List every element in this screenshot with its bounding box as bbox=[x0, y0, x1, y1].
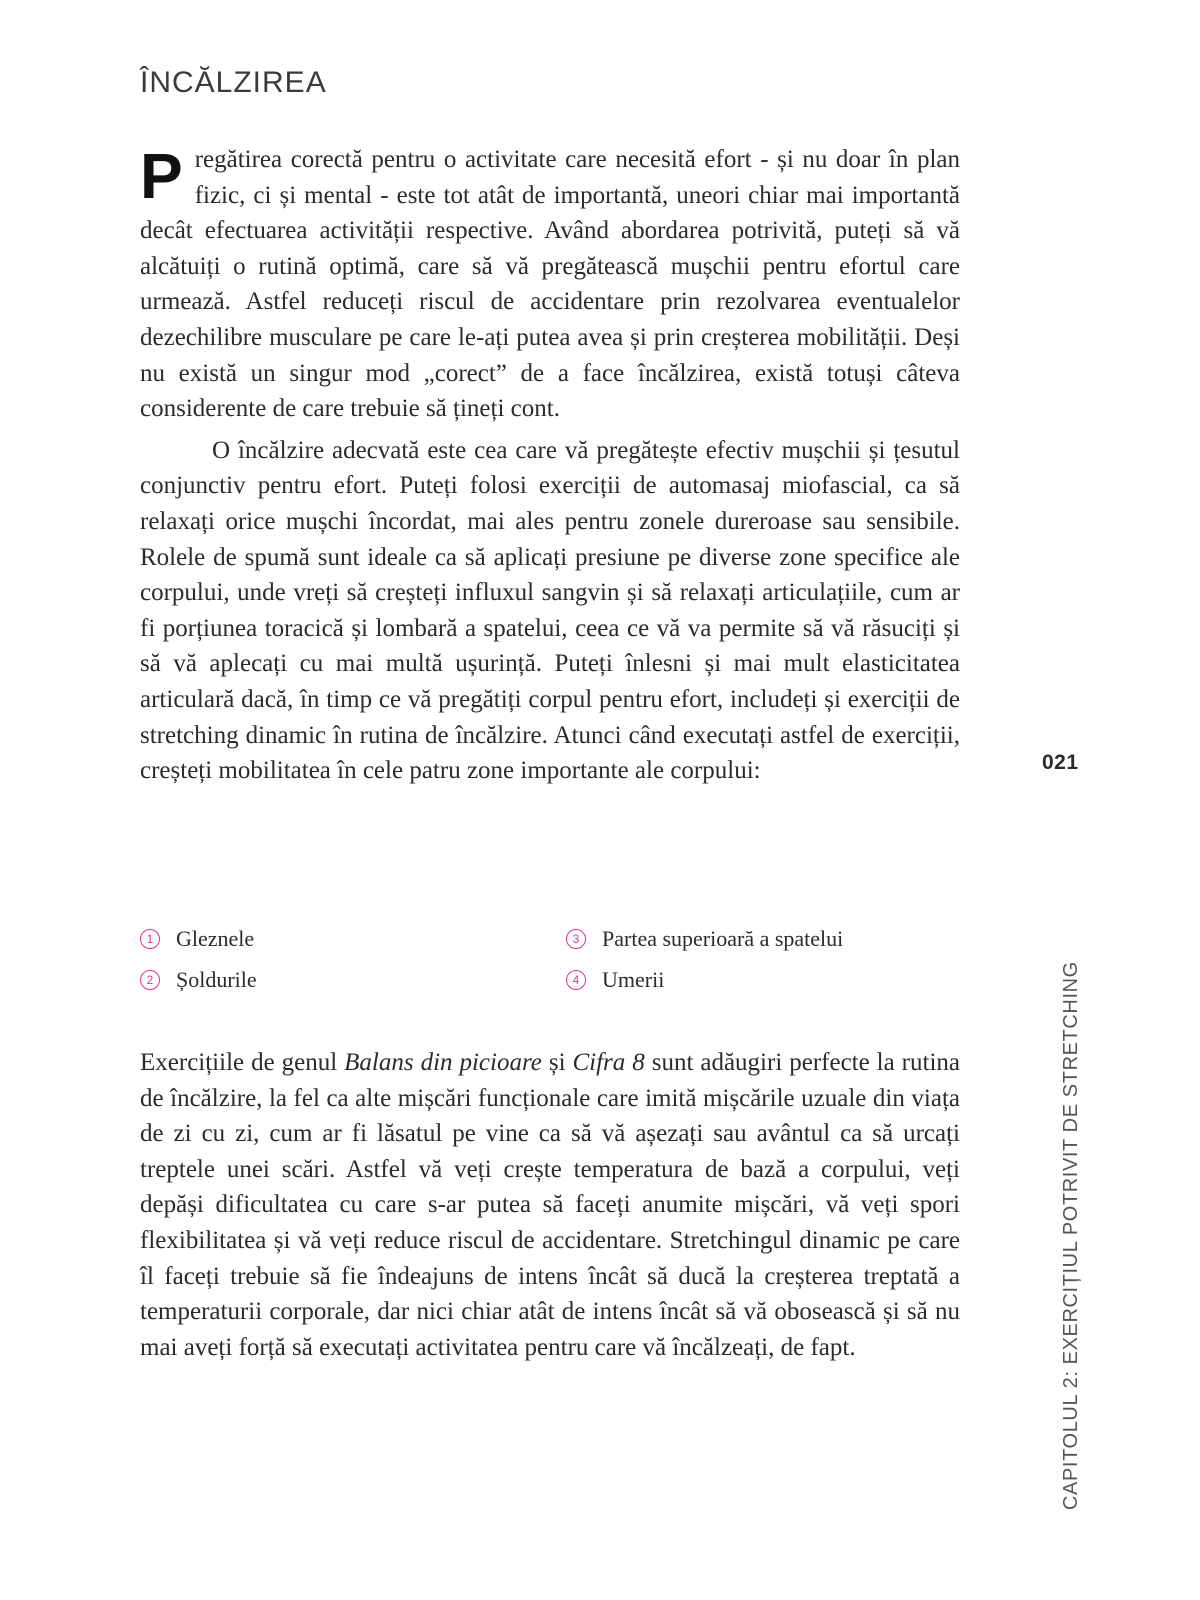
paragraph-exercises-start: Exercițiile de genul bbox=[140, 1049, 345, 1076]
circled-number-icon: 2 bbox=[140, 970, 160, 990]
circled-number-icon: 1 bbox=[140, 929, 160, 949]
circled-number-icon: 3 bbox=[566, 929, 586, 949]
list-item bbox=[140, 925, 566, 952]
list-item-label: Umerii bbox=[602, 967, 665, 992]
page-number: 021 bbox=[1042, 751, 1079, 774]
list-item-label: Gleznele bbox=[176, 926, 255, 951]
paragraph-exercises bbox=[140, 1045, 960, 1365]
paragraph-exercises-rest: sunt adăugiri perfecte la rutina de încălzire, la fel ca alte mișcări funcționale care imită mișcările uzuale din viața de zi cu zi, cum ar fi lăsatul pe vine ca să vă așezați sau avântul ca să urcați treptele unei scări. Astfel vă veți crește temperatura de bază a corpului, veți depăși dificultatea cu care s-ar putea să faceți anumite mișcări, vă veți spori flexibilitatea și vă veți reduce riscul de accidentare. Stretchingul dinamic pe care îl faceți trebuie să fie îndeajuns de intens încât să ducă la creșterea treptată a temperaturii corporale, dar nici chiar atât de intens încât să vă obosească și să nu mai aveți forță să executați activitatea pentru care vă încălzeați, de fapt. bbox=[140, 1049, 960, 1361]
exercise-name-cifra: Cifra 8 bbox=[572, 1049, 645, 1076]
list-item bbox=[140, 966, 566, 993]
list-item bbox=[566, 966, 960, 993]
paragraph-intro-text: regătirea corectă pentru o activitate care necesită efort - și nu doar în plan fizic, ci și mental - este tot atât de importantă, uneori chiar mai importantă decât efectuarea activității respective. Având abordarea potrivită, puteți să vă alcătuiți o rutină optimă, care să vă pregătească mușchii pentru efortul care urmează. Astfel reduceți riscul de accidentare prin rezolvarea eventualelor dezechilibre musculare pe care le-ați putea avea și prin creșterea mobilității. Deși nu există un singur mod „corect” de a face încălzirea, există totuși câteva considerente de care trebuie să țineți cont. bbox=[140, 146, 960, 423]
list-item bbox=[566, 925, 960, 952]
paragraph-intro bbox=[140, 140, 960, 427]
section-heading: ÎNCĂLZIREA bbox=[140, 66, 327, 99]
chapter-running-head: CAPITOLUL 2: EXERCIȚIUL POTRIVIT DE STRETCHING bbox=[1060, 961, 1082, 1510]
mobility-zones-list bbox=[140, 925, 960, 993]
paragraph-warmup: O încălzire adecvată este cea care vă pregătește efectiv mușchii și țesutul conjunctiv pentru efort. Puteți folosi exerciții de automasaj miofascial, ca să relaxați orice mușchi încordat, mai ales pentru zonele dureroase sau sensibile. Rolele de spumă sunt ideale ca să aplicați presiune pe diverse zone specifice ale corpului, unde vreți să creșteți influxul sangvin și să relaxați articulațiile, cum ar fi porțiunea toracică și lombară a spatelui, ceea ce vă va permite să vă răsuciți și să vă aplecați cu mai multă ușurință. Puteți înlesni și mai mult elasticitatea articulară dacă, în timp ce vă pregătiți corpul pentru efort, includeți și exerciții de stretching dinamic în rutina de încălzire. Atunci când executați astfel de exerciții, creșteți mobilitatea în cele patru zone importante ale corpului: bbox=[140, 436, 960, 785]
list-item-label: Șoldurile bbox=[176, 967, 257, 992]
exercise-name-balans: Balans din picioare bbox=[344, 1049, 542, 1076]
paragraph-exercises-mid: și bbox=[541, 1049, 573, 1076]
main-text-column bbox=[140, 140, 960, 789]
circled-number-icon: 4 bbox=[566, 970, 586, 990]
drop-cap: P bbox=[140, 140, 183, 212]
list-item-label: Partea superioară a spatelui bbox=[602, 926, 844, 951]
